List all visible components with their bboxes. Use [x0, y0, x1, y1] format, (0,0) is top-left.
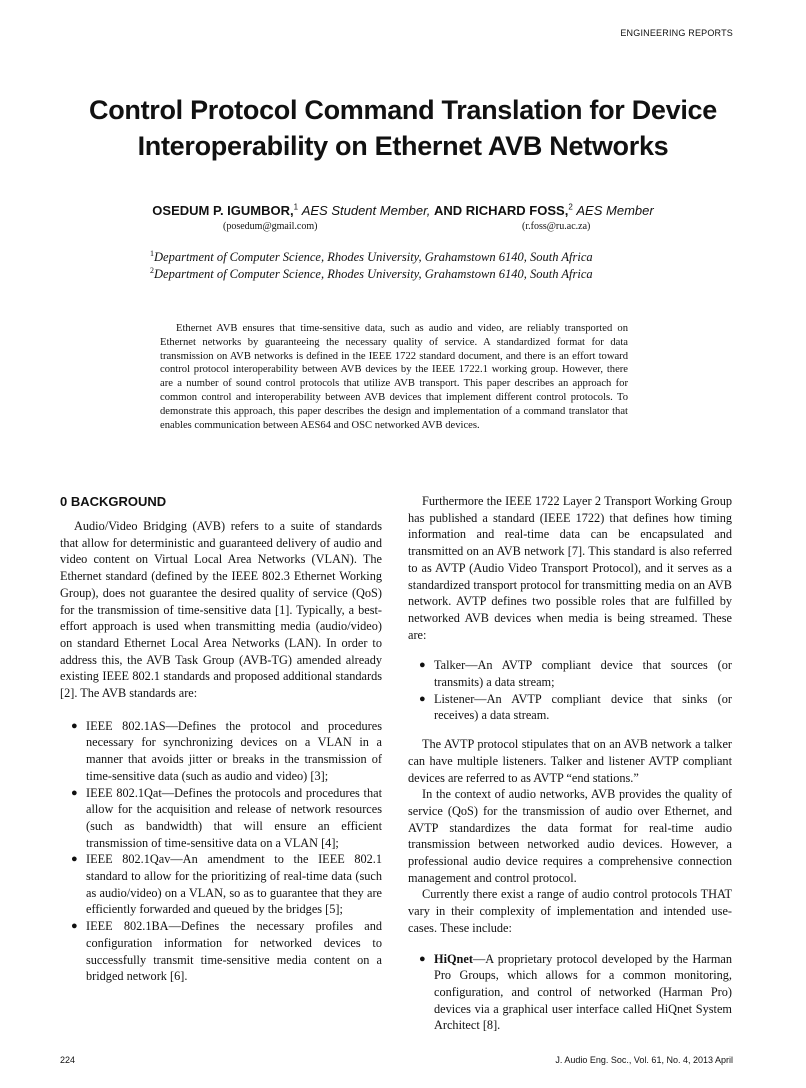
- title-line-1: Control Protocol Command Translation for Device: [89, 95, 717, 125]
- ieee1722-paragraph: Furthermore the IEEE 1722 Layer 2 Transport Working Group has published a standard (IEEE 1722) that defines how timing information and real-time data can be encapsulated and transmitted on an AVB network [7]. This standard is also referred to as AVTP (Audio Video Transport Protocol), and it serves as a standardized transport protocol for transmitting media on an AVB network. AVTP defines two possible roles that are fulfilled by networked AVB devices when media is being streamed. These are:: [408, 494, 732, 642]
- background-paragraph: Audio/Video Bridging (AVB) refers to a suite of standards that allow for deterministic and guaranteed delivery of audio and video content on Virtual Local Area Networks (VLAN). The Ethernet standard (defined by the IEEE 802.3 Ethernet Working Group), does not guarantee the desired quality of service (QoS) for the transmission of time-sensitive data [1]. Typically, a best-effort approach is used when transmitting media (audio/video) on standard Ethernet Local Area Networks (LAN). In order to address this, the AVB Task Group (AVB-TG) amended already existing IEEE 802.1 standards and proposed additional standards [2]. The AVB standards are:: [60, 519, 382, 701]
- paper-title: [40, 92, 766, 164]
- author-2-email[interactable]: (r.foss@ru.ac.za): [522, 221, 591, 232]
- bullet-icon: ●: [419, 952, 426, 965]
- list-item: [60, 918, 382, 985]
- author-1-name: OSEDUM P. IGUMBOR,: [152, 203, 294, 218]
- audio-networks-paragraph: In the context of audio networks, AVB provides the quality of service (QoS) for the transmission of audio over Ethernet, and AVTP standardizes the data format for real-time audio transmission between networked audio devices. However, a professional audio device requires a comprehensive connection management and control protocol.: [408, 787, 732, 885]
- hiqnet-term: HiQnet: [434, 951, 473, 966]
- affiliation-1-sup: 1: [150, 248, 154, 258]
- left-column: [60, 493, 382, 999]
- affiliation-2-text: Department of Computer Science, Rhodes University, Grahamstown 6140, South Africa: [154, 267, 593, 281]
- bullet-icon: ●: [71, 920, 78, 933]
- title-line-2: Interoperability on Ethernet AVB Networks: [137, 131, 669, 161]
- list-item: [60, 785, 382, 852]
- bullet-icon: ●: [419, 692, 426, 705]
- bullet-icon: ●: [419, 659, 426, 672]
- section-heading: 0 BACKGROUND: [60, 494, 167, 509]
- author-1-sup: 1: [293, 202, 299, 212]
- bullet-icon: ●: [71, 719, 78, 732]
- list-item: [408, 657, 732, 690]
- bullet-icon: ●: [71, 853, 78, 866]
- list-item-text: Talker—An AVTP compliant device that sources (or transmits) a data stream;: [434, 658, 732, 690]
- avb-standards-list: [60, 718, 382, 985]
- list-item-text: Listener—An AVTP compliant device that sinks (or receives) a data stream.: [434, 691, 732, 723]
- list-item-text: IEEE 802.1BA—Defines the necessary profiles and configuration information for networked devices to successfully transmit time-sensitive media content on a bridged network [6].: [86, 919, 382, 984]
- affiliation-1: [150, 250, 593, 265]
- author-2-role: AES Member: [576, 203, 654, 218]
- running-header: ENGINEERING REPORTS: [620, 28, 733, 38]
- journal-reference: J. Audio Eng. Soc., Vol. 61, No. 4, 2013 April: [555, 1055, 733, 1065]
- affiliation-2-sup: 2: [150, 265, 154, 275]
- affiliation-1-text: Department of Computer Science, Rhodes University, Grahamstown 6140, South Africa: [154, 250, 593, 264]
- list-item-text: IEEE 802.1AS—Defines the protocol and procedures necessary for synchronizing devices on a VLAN in a manner that avoids jitter or breaks in the transmission of time-sensitive data (such as audio and video) [3];: [86, 718, 382, 783]
- hiqnet-description: —A proprietary protocol developed by the Harman Pro Groups, which allows for a common monitoring, configuration, and control of networked (Harman Pro) devices via a graphical user interface called HiQnet System Architect [8].: [434, 951, 732, 1033]
- protocols-list: [408, 951, 732, 1035]
- author-2-name: RICHARD FOSS,: [465, 203, 569, 218]
- list-item: [408, 691, 732, 724]
- list-item: [60, 851, 382, 918]
- right-column: [408, 493, 732, 1046]
- page-number: 224: [60, 1055, 76, 1065]
- list-item-text: IEEE 802.1Qat—Defines the protocols and procedures that allow for the acquisition and release of network resources (such as bandwidth) that will ensure an efficient transmission of time-sensitive data on a VLAN [4];: [86, 785, 382, 850]
- author-1-role: AES Student Member,: [301, 203, 431, 218]
- avtp-paragraph: The AVTP protocol stipulates that on an AVB network a talker can have multiple listeners. Talker and listener AVTP compliant devices are referred to as AVTP “end stations.”: [408, 737, 732, 785]
- author-line: [0, 203, 806, 218]
- avtp-roles-list: [408, 657, 732, 724]
- author-connector: AND: [433, 203, 463, 218]
- bullet-icon: ●: [71, 786, 78, 799]
- list-item-text: IEEE 802.1Qav—An amendment to the IEEE 802.1 standard to allow for the prioritizing of real-time data (such as audio/video) on a VLAN, so as to guarantee that they are efficiently forwarded and queued by the bridges [5];: [86, 852, 382, 917]
- control-protocols-paragraph: Currently there exist a range of audio control protocols THAT vary in their complexity of implementation and intended use-cases. These include:: [408, 887, 732, 935]
- list-item: [60, 718, 382, 785]
- list-item: [408, 951, 732, 1035]
- abstract: Ethernet AVB ensures that time-sensitive data, such as audio and video, are reliably transported on Ethernet networks by guaranteeing the necessary quality of service. A standardized format for data transmission on AVB networks is defined in the IEEE 1722 standard document, and there is an effort toward control protocol interoperability between AVB devices by the IEEE 1722.1 working group. However, there are a number of sound control protocols that utilize AVB transport. This paper describes an approach for common control and interoperability between AVB devices that implement different control protocols. To demonstrate this approach, this paper describes the design and implementation of a command translator that enables communication between AES64 and OSC networked AVB devices.: [160, 323, 628, 431]
- author-1-email[interactable]: (posedum@gmail.com): [223, 221, 318, 232]
- author-2-sup: 2: [568, 202, 573, 212]
- affiliation-2: [150, 267, 593, 282]
